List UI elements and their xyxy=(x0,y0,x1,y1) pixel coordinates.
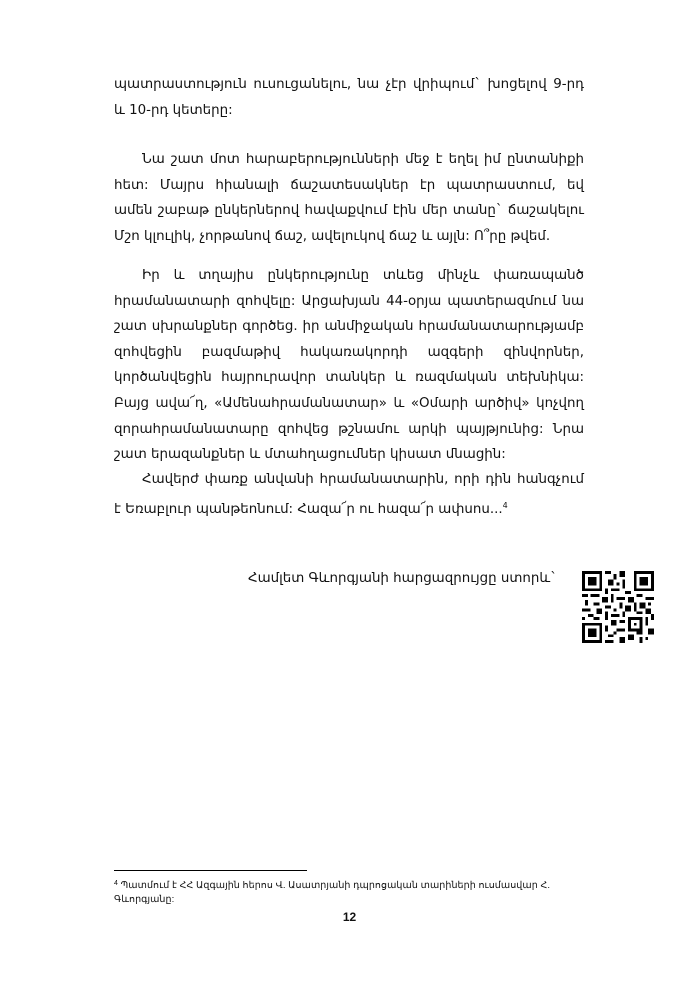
footnote-marker: 4 xyxy=(114,880,118,887)
footnote-text: Պատմում է ՀՀ Ազգային հերոս Վ. Ասատրյանի դպրոցական տարիների ուսմասվար Հ. Գևորգյանը: xyxy=(114,880,550,905)
memorial-text: Հավերժ փառք անվանի հրամանատարին, որի դին հանգչում է Եռաբլուր պանթեոնում: Հազա՜ր ու հազա՜ր ափսոս... xyxy=(114,472,584,517)
page-number: 12 xyxy=(342,910,357,924)
paragraph-family: Նա շատ մոտ հարաբերությունների մեջ է եղել իմ ընտանիքի հետ: Մայրս հիանալի ճաշատեսակներ էր պատրաստում, եվ ամեն շաբաթ ընկերներով հավաքվում էին մեր տանը` ճաշակելու Մշո կլուլիկ, չորթանով ճաշ, ավելուկով ճաշ և այլն: Ո՞րը թվեմ. xyxy=(114,152,584,244)
paragraph-memorial xyxy=(114,467,584,522)
paragraph-commander: Իր և տղայիս ընկերությունը տևեց մինչև փառապանծ հրամանատարի զոհվելը: Արցախյան 44-օրյա պատերազմում նա շատ սխրանքներ գործեց. իր անմիջական հրամանատարությամբ զոհվեցին բազմաթիվ հակառակորդի ազգերի զինվորներ, կործանվեցին հայրուրավոր տանկեր և ռազմական տեխնիկա: Բայց ավա՜ղ, «Ամենահրամանատար» և «Օմարի արծիվ» կոչվող զորահրամանատարը զոհվեց թշնամու արկի պայթյունից: Նրա շատ երազանքներ և մտահղացումներ կիսատ մնացին: xyxy=(114,268,584,463)
footnote xyxy=(114,877,590,907)
paragraph-continued: պատրաստություն ուսուցանելու, նա չէր վրիպում` խոցելով 9-րդ և 10-րդ կետերը: xyxy=(114,77,584,118)
footnote-reference: 4 xyxy=(502,500,508,510)
qr-caption: Համլետ Գևորգյանի հարցազրույցը ստորև` xyxy=(248,571,557,586)
footnote-divider xyxy=(114,870,307,871)
qr-code[interactable] xyxy=(582,571,654,643)
